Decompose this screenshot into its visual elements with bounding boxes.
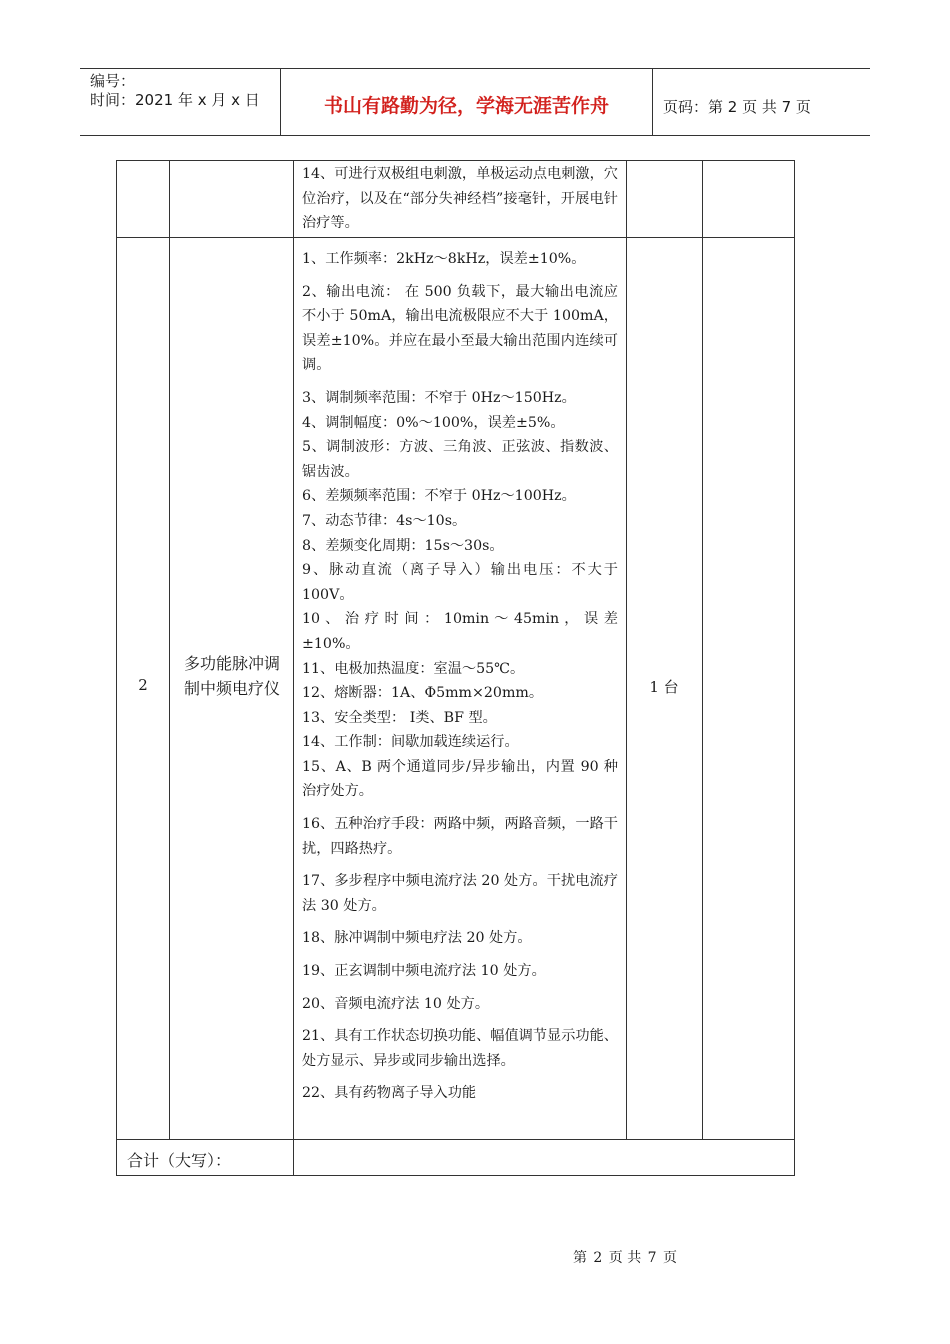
spec-line: 6、差频频率范围：不窄于 0Hz～100Hz。 bbox=[302, 488, 576, 505]
spec-line: 7、动态节律：4s～10s。 bbox=[302, 512, 467, 529]
spec-line: 12、熔断器：1A、Φ5mm×20mm。 bbox=[302, 685, 544, 702]
column-divider bbox=[626, 161, 627, 1139]
row-index: 2 bbox=[138, 676, 148, 694]
footer-prefix: 第 bbox=[572, 1250, 587, 1266]
spec-line: 21、具有工作状态切换功能、幅值调节显示功能、处方显示、异步或同步输出选择。 bbox=[302, 1028, 618, 1069]
spec-line: 13、安全类型： Ⅰ类、BF 型。 bbox=[302, 709, 497, 726]
spec-line: 14、可进行双极组电刺激，单极运动点电刺激，穴位治疗，以及在“部分失神经档”接毫针，开展电针治疗等。 bbox=[302, 166, 618, 232]
spec-line: 2、输出电流： 在 500 负载下，最大输出电流应不小于 50mA，输出电流极限应不大于 100mA，误差±10%。并应在最小至最大输出范围内连续可调。 bbox=[302, 283, 618, 374]
footer-suffix: 页 bbox=[663, 1250, 678, 1266]
spec-line: 4、调制幅度：0%～100%，误差±5%。 bbox=[302, 414, 565, 431]
column-divider bbox=[169, 161, 170, 1139]
header-meta bbox=[80, 69, 281, 135]
spec-line: 10 、 治 疗 时 间 ： 10min ～ 45min ， 误 差±10%。 bbox=[302, 611, 618, 652]
spec-line: 15、A、B 两个通道同步/异步输出，内置 90 种治疗处方。 bbox=[302, 758, 618, 800]
spec-line: 11、电极加热温度：室温～55℃。 bbox=[302, 660, 525, 677]
spec-line: 1、工作频率：2kHz～8kHz，误差±10%。 bbox=[302, 251, 586, 267]
spec-list bbox=[302, 247, 618, 1106]
continued-spec-cell bbox=[302, 162, 618, 236]
spec-line: 20、音频电流疗法 10 处方。 bbox=[302, 995, 490, 1012]
document-number-label: 编号： bbox=[90, 72, 136, 90]
row-divider bbox=[117, 237, 794, 238]
spec-line: 18、脉冲调制中频电疗法 20 处方。 bbox=[302, 930, 532, 947]
total-label: 合计（大写）： bbox=[127, 1151, 232, 1170]
spec-line: 14、工作制：间歇加载连续运行。 bbox=[302, 734, 519, 751]
column-divider bbox=[293, 161, 294, 1175]
row-divider bbox=[117, 1139, 794, 1140]
spec-line: 17、多步程序中频电流疗法 20 处方。干扰电流疗法 30 处方。 bbox=[302, 873, 618, 914]
footer-mid: 页 共 bbox=[608, 1250, 642, 1266]
footer-total-pages: 7 bbox=[647, 1250, 657, 1266]
spec-line: 3、调制频率范围：不窄于 0Hz～150Hz。 bbox=[302, 389, 576, 406]
footer-current-page: 2 bbox=[593, 1250, 603, 1266]
equipment-spec-table bbox=[116, 160, 795, 1176]
header-page-info: 页码：第 2 页 共 7 页 bbox=[663, 97, 811, 116]
spec-line: 9、脉动直流（离子导入）输出电压：不大于 100V。 bbox=[302, 562, 618, 603]
spec-line: 8、差频变化周期：15s～30s。 bbox=[302, 537, 504, 554]
spec-line: 22、具有药物离子导入功能 bbox=[302, 1085, 477, 1102]
spec-line: 5、调制波形：方波、三角波、正弦波、指数波、锯齿波。 bbox=[302, 439, 618, 480]
equipment-name: 多功能脉冲调制中频电疗仪 bbox=[183, 654, 280, 698]
spec-line: 19、正玄调制中频电流疗法 10 处方。 bbox=[302, 963, 546, 980]
spec-line: 16、五种治疗手段：两路中频，两路音频，一路干扰，四路热疗。 bbox=[302, 816, 618, 857]
header-motto: 书山有路勤为径，学海无涯苦作舟 bbox=[281, 69, 653, 135]
document-date: 时间：2021 年 x 月 x 日 bbox=[90, 91, 260, 109]
page-footer bbox=[0, 1247, 950, 1267]
equipment-quantity: 1 台 bbox=[649, 678, 679, 696]
page-header bbox=[80, 68, 870, 136]
column-divider bbox=[702, 161, 703, 1139]
